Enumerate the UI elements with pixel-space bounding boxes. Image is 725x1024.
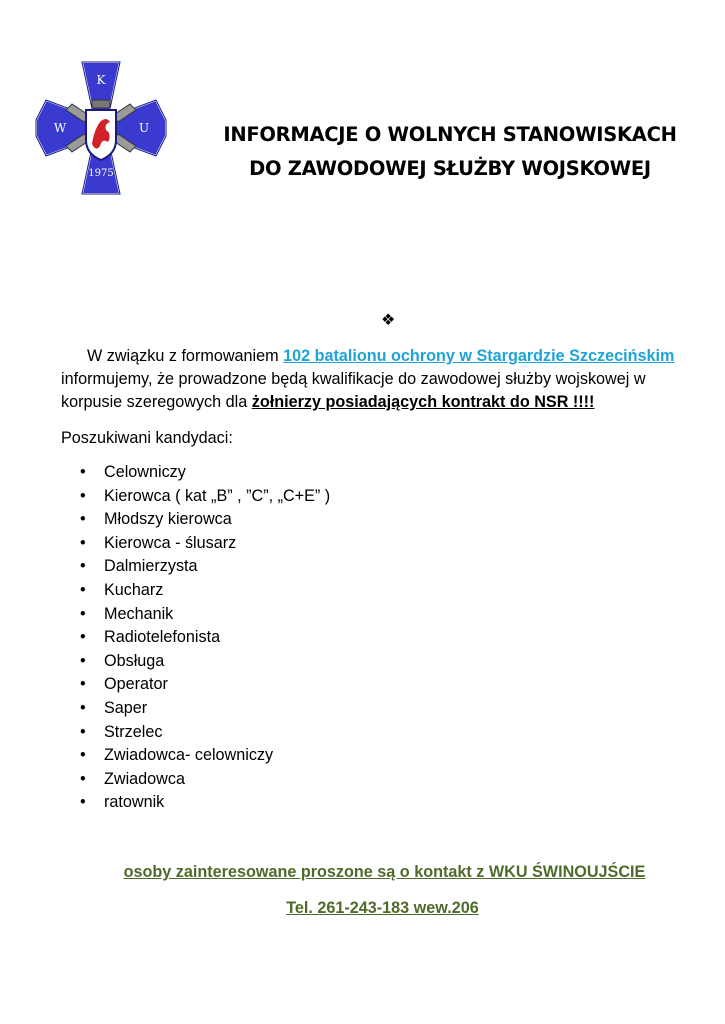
bullet-icon: • — [80, 675, 86, 694]
logo-letter-w: W — [53, 121, 67, 135]
bullet-icon: • — [80, 533, 86, 552]
intro-before-link: W związku z formowaniem — [87, 347, 284, 365]
bullet-icon: • — [80, 722, 86, 741]
list-item-label: Kierowca - ślusarz — [104, 533, 237, 552]
candidates-list — [80, 461, 330, 815]
bullet-icon: • — [80, 510, 86, 529]
list-item — [80, 532, 330, 556]
bullet-icon: • — [80, 628, 86, 647]
list-item — [80, 461, 330, 485]
list-item-label: Mechanik — [104, 604, 174, 623]
page-title — [190, 118, 710, 186]
list-item — [80, 555, 330, 579]
bullet-icon: • — [80, 769, 86, 788]
bullet-icon: • — [80, 698, 86, 717]
list-item — [80, 744, 330, 768]
list-item-label: Strzelec — [104, 722, 163, 741]
title-line-2: DO ZAWODOWEJ SŁUŻBY WOJSKOWEJ — [249, 157, 651, 180]
bullet-icon: • — [80, 746, 86, 765]
wku-emblem-logo — [34, 60, 168, 196]
list-item-label: Młodszy kierowca — [104, 510, 232, 529]
list-item — [80, 673, 330, 697]
list-item-label: Zwiadowca — [104, 769, 185, 788]
list-item-label: ratownik — [104, 793, 165, 812]
battalion-link[interactable]: 102 batalionu ochrony w Stargardzie Szczecińskim — [283, 347, 675, 365]
bullet-icon: • — [80, 557, 86, 576]
intro-paragraph — [61, 345, 711, 414]
bullet-icon: • — [80, 604, 86, 623]
list-item-label: Saper — [104, 698, 148, 717]
candidates-heading: Poszukiwani kandydaci: — [61, 429, 233, 447]
bullet-icon: • — [80, 793, 86, 812]
list-item-label: Obsługa — [104, 651, 165, 670]
diamond-ornament-icon: ❖ — [381, 312, 396, 329]
logo-letter-u: U — [138, 121, 150, 135]
list-item — [80, 603, 330, 627]
list-item — [80, 626, 330, 650]
logo-year: 1975 — [88, 168, 114, 179]
bullet-icon: • — [80, 580, 86, 599]
list-item — [80, 697, 330, 721]
list-item — [80, 650, 330, 674]
list-item-label: Kierowca ( kat „B” , ”C”, „C+E” ) — [104, 486, 331, 505]
list-item-label: Kucharz — [104, 580, 164, 599]
list-item-label: Zwiadowca- celowniczy — [104, 746, 274, 765]
list-item-label: Radiotelefonista — [104, 628, 221, 647]
list-item — [80, 791, 330, 815]
list-item — [80, 721, 330, 745]
contact-note: osoby zainteresowane proszone są o kontakt z WKU ŚWINOUJŚCIE — [123, 863, 646, 881]
intro-emphasis: żołnierzy posiadających kontrakt do NSR !!!! — [251, 393, 595, 411]
list-item-label: Dalmierzysta — [104, 557, 198, 576]
logo-letter-k: K — [96, 73, 106, 87]
list-item — [80, 485, 330, 509]
list-item-label: Operator — [104, 675, 168, 694]
intro-middle: informujemy, że prowadzone będą kwalifikacje do zawodowej służby wojskowej w korpusie szeregowych dla — [61, 370, 646, 411]
bullet-icon: • — [80, 651, 86, 670]
list-item — [80, 579, 330, 603]
bullet-icon: • — [80, 486, 86, 505]
contact-phone[interactable]: Tel. 261-243-183 wew.206 — [286, 899, 479, 917]
list-item — [80, 508, 330, 532]
list-item-label: Celowniczy — [104, 463, 186, 481]
list-item — [80, 768, 330, 792]
bullet-icon: • — [80, 463, 86, 481]
title-line-1: INFORMACJE O WOLNYCH STANOWISKACH — [223, 123, 677, 146]
griffin-shield-icon — [86, 110, 116, 160]
